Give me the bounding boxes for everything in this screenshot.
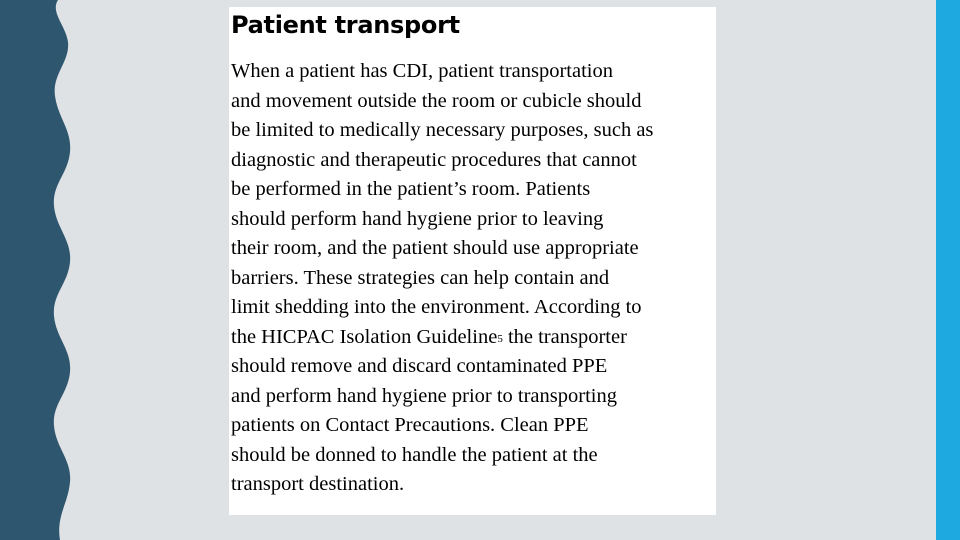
body-line: and movement outside the room or cubicle should: [231, 89, 642, 112]
body-line: should remove and discard contaminated PPE: [231, 355, 608, 377]
left-wavy-band: [0, 0, 80, 540]
body-line: barriers. These strategies can help contain and: [231, 266, 610, 289]
body-line: should be donned to handle the patient at the: [231, 443, 598, 466]
footnote-marker: 5: [497, 332, 503, 345]
body-line: patients on Contact Precautions. Clean PPE: [231, 414, 589, 436]
body-line: should perform hand hygiene prior to leaving: [231, 207, 604, 230]
body-line: diagnostic and therapeutic procedures that cannot: [231, 148, 637, 171]
body-line: be limited to medically necessary purposes, such as: [231, 119, 654, 141]
body-line-continuation: the transporter: [502, 325, 627, 348]
right-accent-band: [936, 0, 960, 540]
document-body: [231, 57, 716, 500]
body-line: their room, and the patient should use appropriate: [231, 237, 639, 259]
body-line: When a patient has CDI, patient transportation: [231, 60, 613, 82]
body-line: limit shedding into the environment. According to: [231, 296, 642, 318]
document-image: [229, 7, 716, 515]
body-line-with-footnote: [231, 323, 716, 353]
body-line: and perform hand hygiene prior to transporting: [231, 384, 617, 407]
body-line: transport destination.: [231, 473, 405, 495]
body-line-text: the HICPAC Isolation Guideline: [231, 325, 498, 348]
body-line: be performed in the patient’s room. Patients: [231, 178, 591, 200]
document-title: Patient transport: [231, 11, 460, 39]
